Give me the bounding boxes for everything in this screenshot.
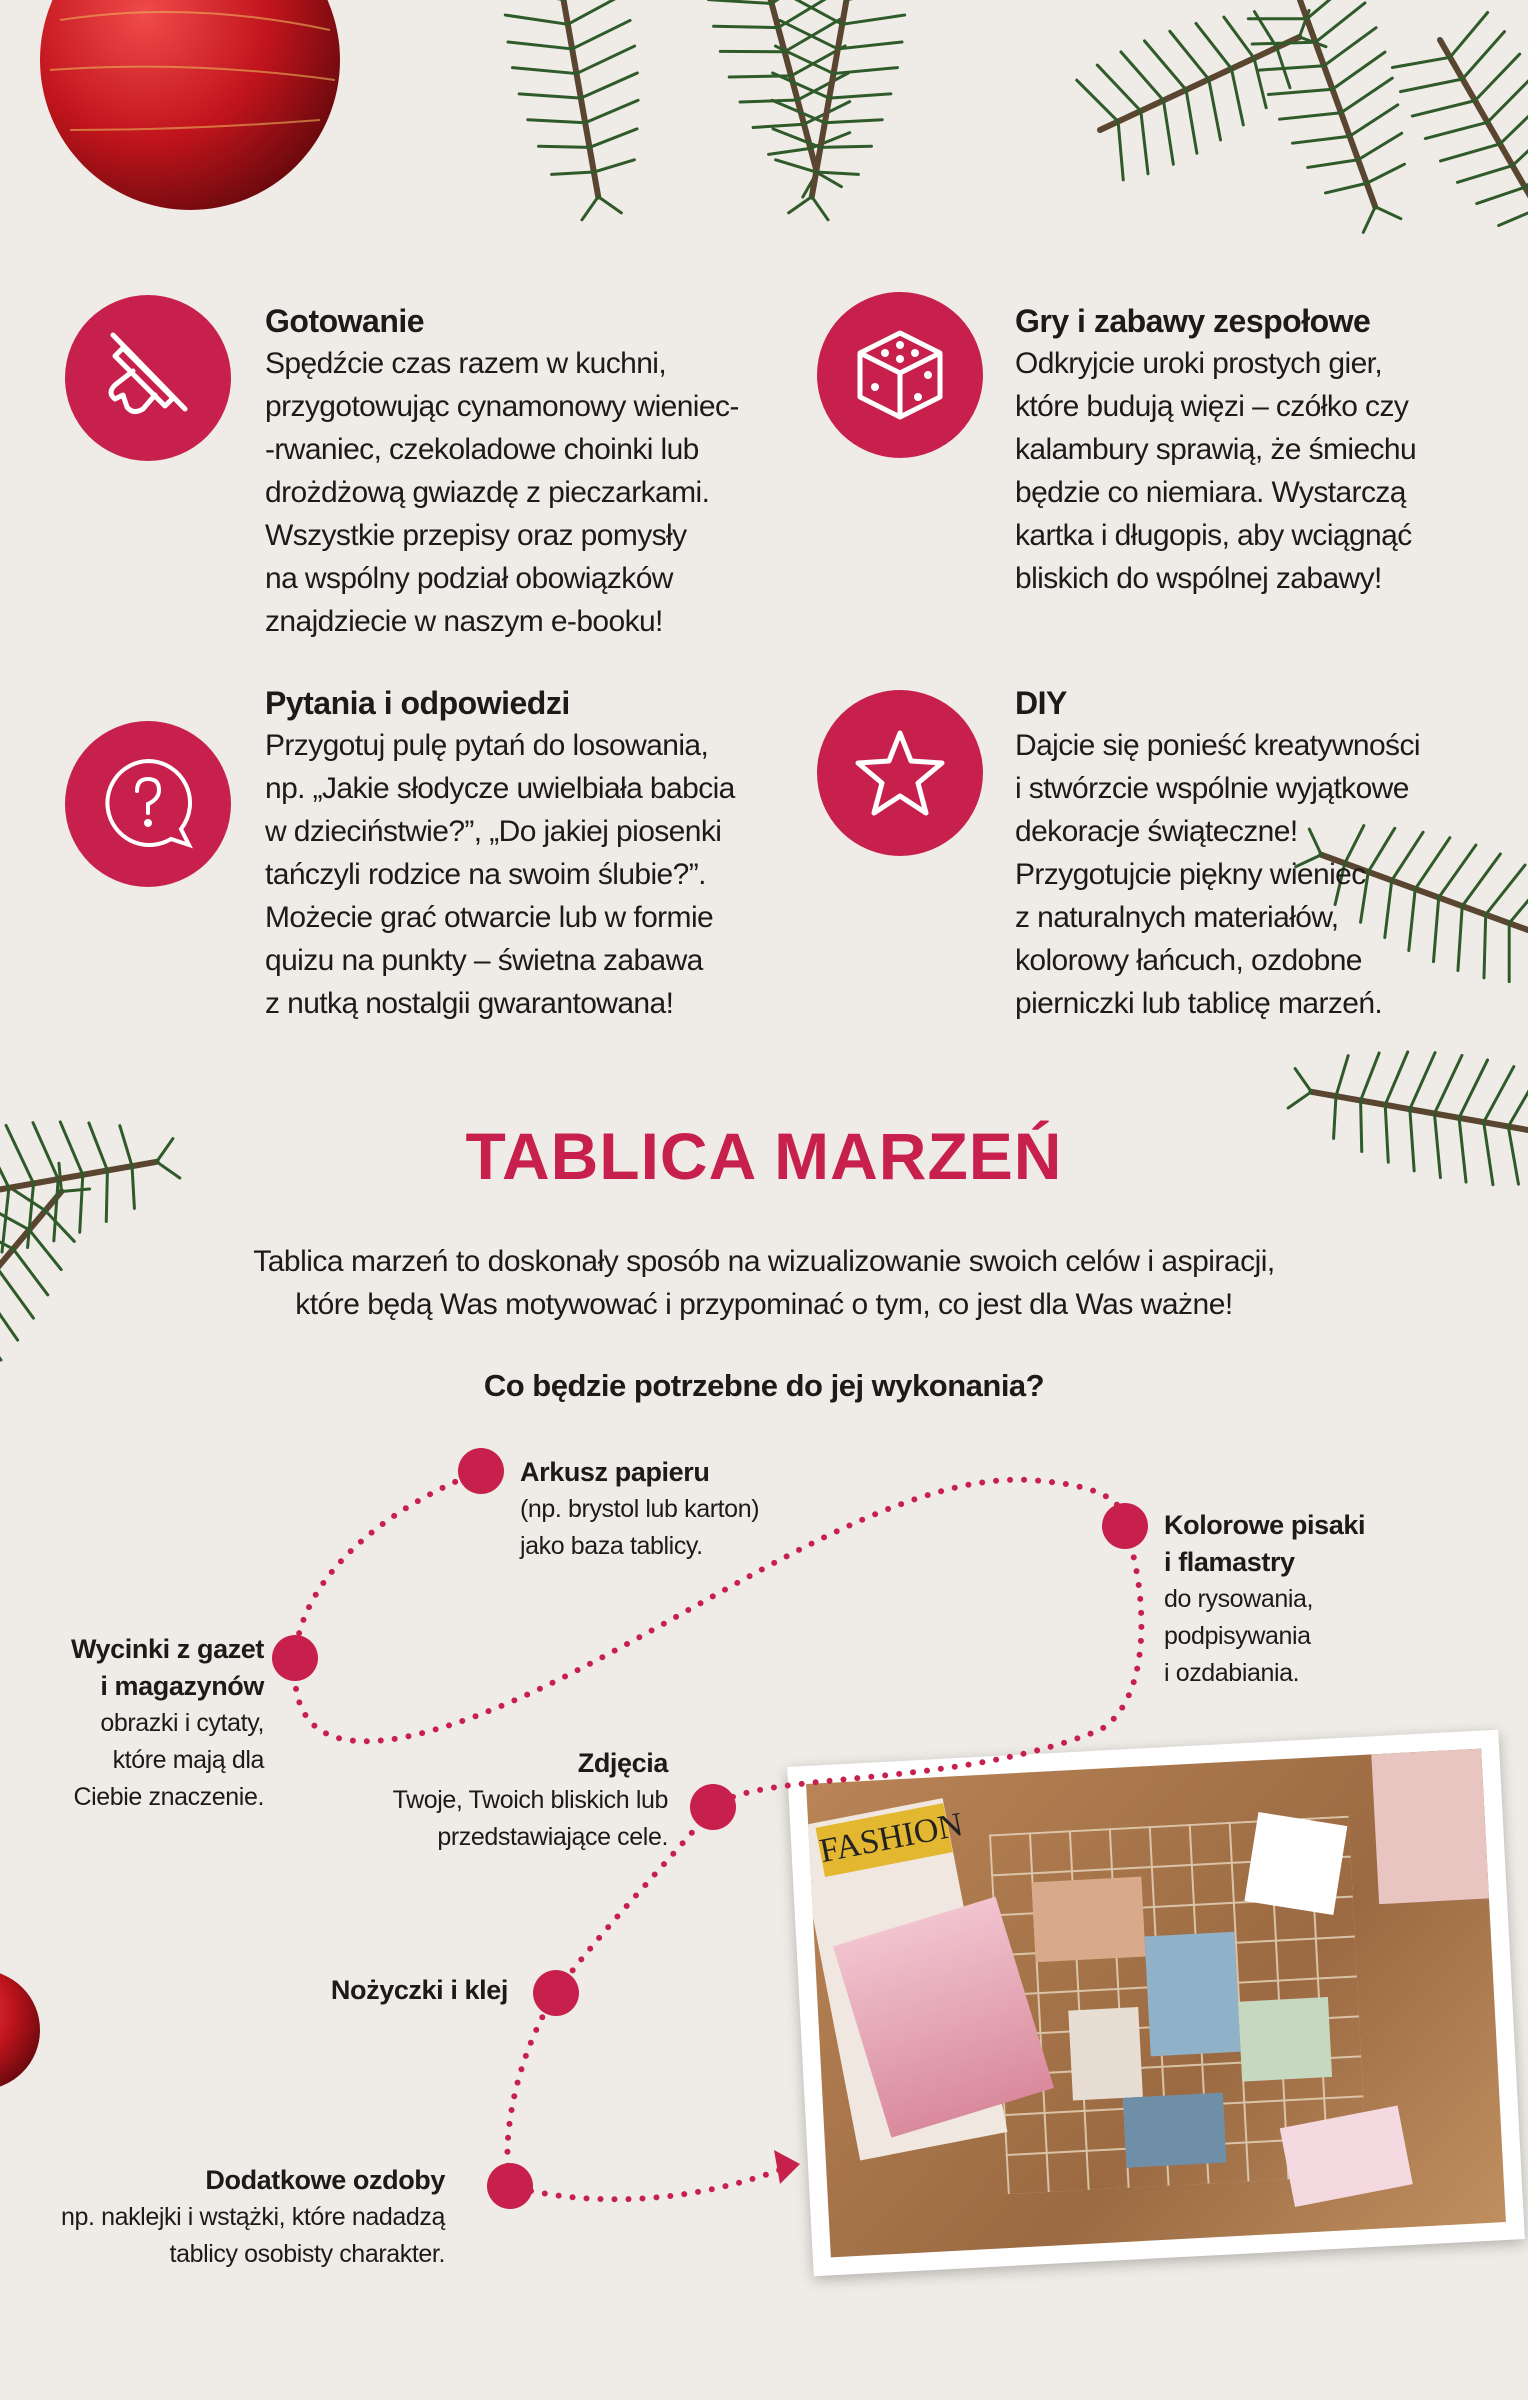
step-dot (458, 1448, 504, 1494)
material-paper (520, 1454, 759, 1565)
material-desc: tablicy osobisty charakter. (169, 2240, 445, 2268)
intro-line: które będą Was motywować i przypominać o tym, co jest dla Was ważne! (295, 1288, 1233, 1321)
text-line: z naturalnych materiałów, (1015, 901, 1339, 934)
text-line: które budują więzi – czółko czy (1015, 390, 1409, 423)
text-line: np. „Jakie słodycze uwielbiała babcia (265, 772, 735, 805)
text-line: Przygotujcie piękny wieniec (1015, 858, 1366, 891)
material-title: Kolorowe pisaki (1164, 1510, 1366, 1540)
material-markers (1164, 1507, 1365, 1692)
material-decorations (61, 2162, 445, 2273)
intro-line: Tablica marzeń to doskonały sposób na wizualizowanie swoich celów i aspiracji, (253, 1245, 1275, 1278)
text-line: przygotowując cynamonowy wieniec- (265, 390, 739, 423)
text-line: Odkryjcie uroki prostych gier, (1015, 347, 1383, 380)
text-line: bliskich do wspólnej zabawy! (1015, 562, 1382, 595)
text-line: będzie co niemiara. Wystarczą (1015, 476, 1406, 509)
arrow-head-icon (774, 2150, 800, 2184)
text-line: na wspólny podział obowiązków (265, 562, 673, 595)
section-subtitle: Co będzie potrzebne do jej wykonania? (483, 1368, 1045, 1403)
text-line: kalambury sprawią, że śmiechu (1015, 433, 1417, 466)
text-line: dekoracje świąteczne! (1015, 815, 1298, 848)
material-desc: podpisywania (1164, 1622, 1311, 1650)
material-title: i flamastry (1164, 1547, 1295, 1577)
material-desc: Twoje, Twoich bliskich lub (392, 1786, 668, 1814)
material-desc: obrazki i cytaty, (100, 1709, 264, 1737)
text-line: Przygotuj pulę pytań do losowania, (265, 729, 709, 762)
step-dot (533, 1970, 579, 2016)
activity-title: DIY (1015, 685, 1067, 721)
material-desc: Ciebie znaczenie. (73, 1783, 264, 1811)
material-clippings (71, 1631, 264, 1816)
material-title: i magazynów (100, 1671, 264, 1701)
material-scissors-glue (331, 1972, 508, 2009)
activity-title: Gry i zabawy zespołowe (1015, 303, 1371, 339)
material-desc: przedstawiające cele. (437, 1823, 668, 1851)
text-line: drożdżową gwiazdę z pieczarkami. (265, 476, 710, 509)
text-line: Wszystkie przepisy oraz pomysły (265, 519, 687, 552)
material-title: Zdjęcia (577, 1748, 668, 1778)
text-line: w dzieciństwie?”, „Do jakiej piosenki (265, 815, 722, 848)
text-line: tańczyli rodzice na swoim ślubie?”. (265, 858, 706, 891)
material-title: Arkusz papieru (520, 1457, 710, 1487)
text-line: i stwórzcie wspólnie wyjątkowe (1015, 772, 1409, 805)
text-line: kartka i długopis, aby wciągnąć (1015, 519, 1412, 552)
text-line: Możecie grać otwarcie lub w formie (265, 901, 714, 934)
step-dot (487, 2163, 533, 2209)
step-dot (690, 1784, 736, 1830)
text-line: kolorowy łańcuch, ozdobne (1015, 944, 1362, 977)
text-line: -rwaniec, czekoladowe choinki lub (265, 433, 699, 466)
material-desc: (np. brystol lub karton) (520, 1495, 760, 1523)
activity-title: Gotowanie (265, 303, 425, 339)
text-line: Dajcie się ponieść kreatywności (1015, 729, 1420, 762)
activity-title: Pytania i odpowiedzi (265, 685, 570, 721)
text-line: quizu na punkty – świetna zabawa (265, 944, 703, 977)
material-title: Dodatkowe ozdoby (205, 2165, 445, 2195)
text-line: Spędźcie czas razem w kuchni, (265, 347, 667, 380)
step-dot (1102, 1503, 1148, 1549)
step-dot (272, 1635, 318, 1681)
material-title: Wycinki z gazet (70, 1634, 264, 1664)
material-photos (393, 1745, 668, 1856)
magazine-title: FASHION (816, 1803, 953, 1877)
text-line: z nutką nostalgii gwarantowana! (265, 987, 674, 1020)
material-desc: jako baza tablicy. (520, 1532, 703, 1560)
text-line: pierniczki lub tablicę marzeń. (1015, 987, 1383, 1020)
material-title: Nożyczki i klej (330, 1975, 508, 2005)
material-desc: które mają dla (112, 1746, 264, 1774)
material-desc: np. naklejki i wstążki, które nadadzą (60, 2203, 445, 2231)
material-desc: i ozdabiania. (1164, 1659, 1300, 1687)
material-desc: do rysowania, (1164, 1585, 1314, 1613)
section-title: TABLICA MARZEŃ (465, 1119, 1063, 1193)
text-line: znajdziecie w naszym e-booku! (265, 605, 663, 638)
